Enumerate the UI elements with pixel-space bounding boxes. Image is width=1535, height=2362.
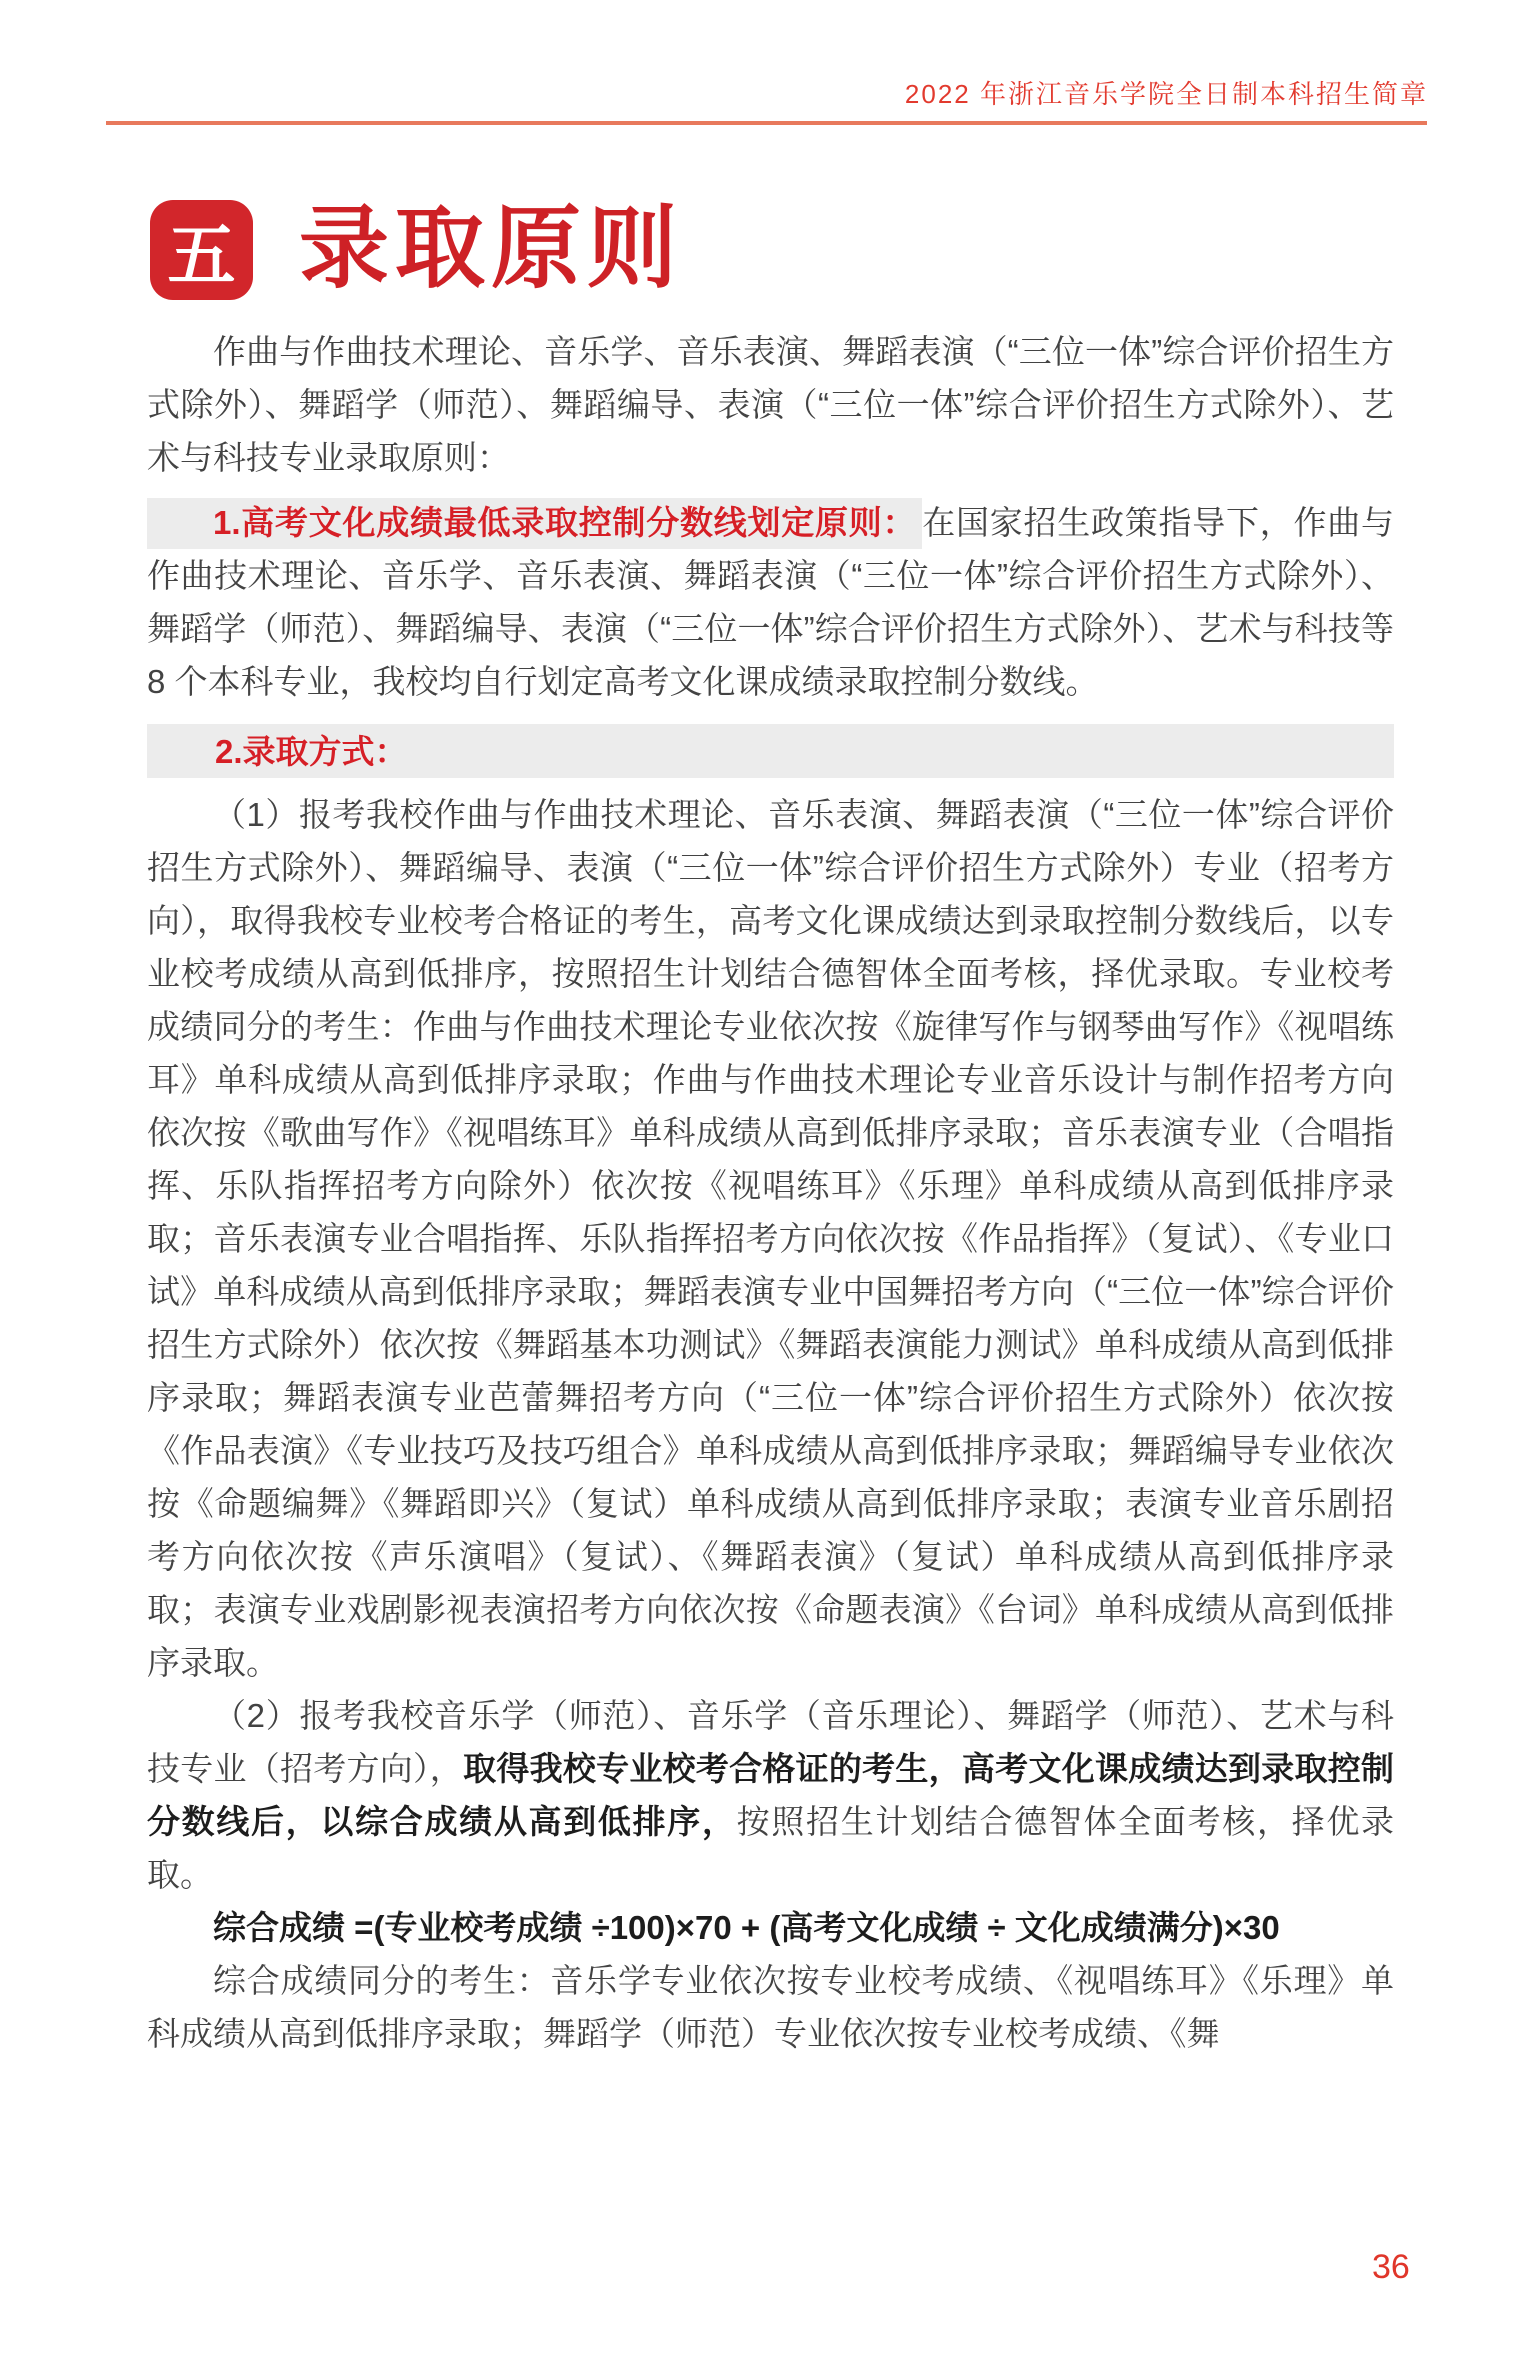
principle-2-heading-band [147,724,1394,778]
section-heading [150,200,683,300]
item-2-lead-text: （2）报考我校音乐学（师范）、音乐学（音乐理论）、舞蹈学（师范）、艺术与科技专业（招考方向）， [147,1697,1394,1787]
header-divider [106,121,1427,125]
section-title: 录取原则 [299,200,683,299]
page-number: 36 [1372,2248,1410,2286]
composite-score-formula: 综合成绩 =(专业校考成绩 ÷100)×70 + (高考文化成绩 ÷ 文化成绩满分)×30 [213,1909,1280,1946]
item-2-bold-text: 取得我校专业校考合格证的考生，高考文化课成绩达到录取控制分数线后，以综合成绩从高到低排序， [147,1750,1395,1840]
intro-paragraph: 作曲与作曲技术理论、音乐学、音乐表演、舞蹈表演（“三位一体”综合评价招生方式除外）、舞蹈学（师范）、舞蹈编导、表演（“三位一体”综合评价招生方式除外）、艺术与科技专业录取原则： [147,333,1394,476]
principle-1-label: 1.高考文化成绩最低录取控制分数线划定原则： [213,498,922,549]
tie-break-paragraph: 综合成绩同分的考生：音乐学专业依次按专业校考成绩、《视唱练耳》《乐理》单科成绩从高到低排序录取；舞蹈学（师范）专业依次按专业校考成绩、《舞 [147,1962,1394,2052]
brochure-title: 2022 年浙江音乐学院全日制本科招生简章 [904,79,1428,109]
document-body [147,325,1394,2060]
admission-item-1-paragraph: （1）报考我校作曲与作曲技术理论、音乐表演、舞蹈表演（“三位一体”综合评价招生方式除外）、舞蹈编导、表演（“三位一体”综合评价招生方式除外）专业（招考方向），取得我校专业校考合格证的考生，高考文化课成绩达到录取控制分数线后，以专业校考成绩从高到低排序，按照招生计划结合德智体全面考核，择优录取。专业校考成绩同分的考生：作曲与作曲技术理论专业依次按《旋律写作与钢琴曲写作》《视唱练耳》单科成绩从高到低排序录取；作曲与作曲技术理论专业音乐设计与制作招考方向依次按《歌曲写作》《视唱练耳》单科成绩从高到低排序录取；音乐表演专业（合唱指挥、乐队指挥招考方向除外）依次按《视唱练耳》《乐理》单科成绩从高到低排序录取；音乐表演专业合唱指挥、乐队指挥招考方向依次按《作品指挥》（复试）、《专业口试》单科成绩从高到低排序录取；舞蹈表演专业中国舞招考方向（“三位一体”综合评价招生方式除外）依次按《舞蹈基本功测试》《舞蹈表演能力测试》单科成绩从高到低排序录取；舞蹈表演专业芭蕾舞招考方向（“三位一体”综合评价招生方式除外）依次按《作品表演》《专业技巧及技巧组合》单科成绩从高到低排序录取；舞蹈编导专业依次按《命题编舞》《舞蹈即兴》（复试）单科成绩从高到低排序录取；表演专业音乐剧招考方向依次按《声乐演唱》（复试）、《舞蹈表演》（复试）单科成绩从高到低排序录取；表演专业戏剧影视表演招考方向依次按《命题表演》《台词》单科成绩从高到低排序录取。 [147,796,1394,1681]
section-number-badge: 五 [150,200,253,300]
item-2-tail-text: 按照招生计划结合德智体全面考核，择优录取。 [147,1803,1395,1893]
principle-1-text: 在国家招生政策指导下，作曲与作曲技术理论、音乐学、音乐表演、舞蹈表演（“三位一体”综合评价招生方式除外）、舞蹈学（师范）、舞蹈编导、表演（“三位一体”综合评价招生方式除外）、艺术与科技等 8 个本科专业，我校均自行划定高考文化课成绩录取控制分数线。 [147,504,1395,700]
principle-2-label: 2.录取方式： [215,732,408,770]
admission-item-2-paragraph [147,1689,1394,1901]
principle-1-paragraph [147,496,1394,708]
